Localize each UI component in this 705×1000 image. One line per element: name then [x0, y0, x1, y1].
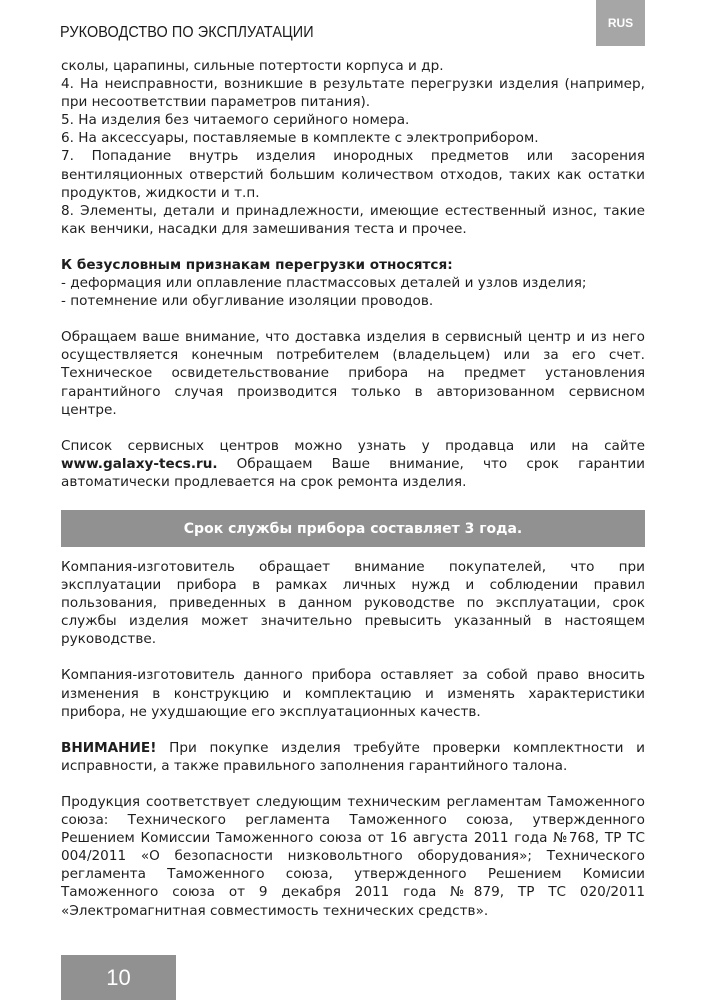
attention-text: При покупке изделия требуйте проверки комплектности и исправности, а также правильного заполнения гарантийного талона. — [61, 739, 645, 774]
service-life-banner: Срок службы прибора составляет 3 года. — [61, 510, 645, 547]
list-item: 5. На изделия без читаемого серийного номера. — [61, 112, 410, 129]
language-badge: RUS — [596, 0, 645, 46]
rights-paragraph: Компания-изготовитель данного прибора оставляет за собой право вносить изменения в конструкцию и комплектацию и изменять характеристики прибора, не ухудшающие его эксплуатационных качеств. — [61, 667, 645, 720]
page-number: 10 — [61, 955, 176, 1000]
list-item: 4. На неисправности, возникшие в результате перегрузки изделия (например, при несоответствии параметров питания). — [61, 76, 645, 111]
service-centers-text: Обращаем Ваше внимание, что срок гарантии автоматически продлевается на срок ремонта изделия. — [61, 455, 645, 490]
regulations-paragraph: Продукция соответствует следующим техническим регламентам Таможенного союза: Технического регламента Таможенного союза, утвержденного Решением Комиссии Таможенного союза от 16 августа 2011 года №768, ТР ТС 004/2011 «О безопасности низковольтного оборудования»; Технического регламента Таможенного союза, утвержденного Решением Комисии Таможенного союза от 9 декабря 2011 года №879, ТР ТС 020/2011 «Электромагнитная совместимость технических средств». — [61, 793, 645, 919]
attention-label: ВНИМАНИЕ! — [61, 739, 157, 756]
list-item: сколы, царапины, сильные потертости корпуса и др. — [61, 58, 444, 74]
warranty-exclusions-section — [61, 57, 645, 491]
list-item: 6. На аксессуары, поставляемые в комплекте с электроприбором. — [61, 130, 539, 147]
overload-item: - потемнение или обугливание изоляции проводов. — [61, 293, 434, 310]
delivery-paragraph: Обращаем ваше внимание, что доставка изделия в сервисный центр и из него осуществляется конечным потребителем (владельцем) или за его счет. Техническое освидетельствование прибора на предмет установления гарантийного случая производится только в авторизованном сервисном центре. — [61, 329, 645, 418]
overload-item: - деформация или оплавление пластмассовых деталей и узлов изделия; — [61, 275, 587, 292]
lifetime-paragraph: Компания-изготовитель обращает внимание покупателей, что при эксплуатации прибора в рамках личных нужд и соблюдении правил пользования, приведенных в данном руководстве по эксплуатации, срок службы изделия может значительно превысить указанный в настоящем руководстве. — [61, 559, 645, 648]
page-header-title: РУКОВОДСТВО ПО ЭКСПЛУАТАЦИИ — [60, 24, 314, 41]
list-item: 8. Элементы, детали и принадлежности, имеющие естественный износ, такие как венчики, насадки для замешивания теста и прочее. — [61, 202, 645, 237]
service-centers-text: Список сервисных центров можно узнать у продавца или на сайте — [61, 437, 645, 454]
overload-heading: К безусловным признакам перегрузки относятся: — [61, 256, 453, 273]
service-life-section — [61, 558, 645, 920]
list-item: 7. Попадание внутрь изделия инородных предметов или засорения вентиляционных отверстий большим количеством отходов, таких как остатки продуктов, жидкости и т.п. — [61, 148, 645, 201]
attention-paragraph — [61, 739, 645, 775]
website-link[interactable]: www.galaxy-tecs.ru. — [61, 455, 218, 472]
service-centers-paragraph — [61, 437, 645, 491]
